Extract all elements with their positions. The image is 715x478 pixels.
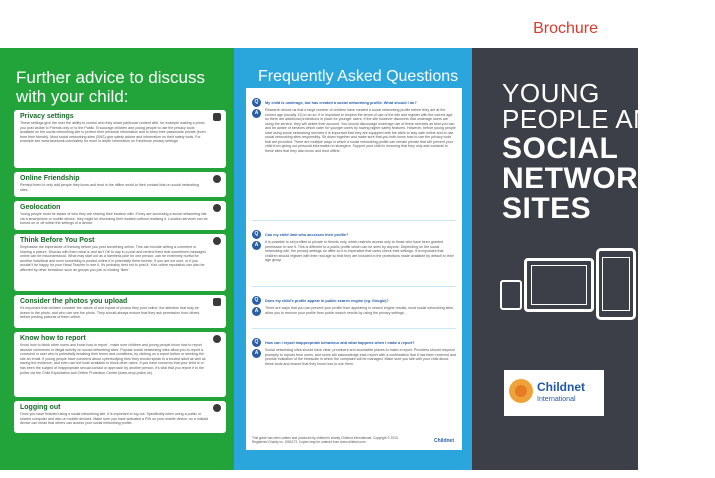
smartphone-illustration: [596, 248, 636, 320]
card-heading: Geolocation: [20, 204, 61, 211]
answer-badge: A: [252, 307, 261, 316]
advice-card: [14, 110, 226, 168]
cover-title-line: SITES: [502, 192, 592, 225]
lock-icon: [213, 113, 221, 121]
advice-card: [14, 201, 226, 230]
card-heading: Online Friendship: [20, 175, 80, 182]
location-pin-icon: [213, 204, 221, 212]
logo-subtitle: International: [537, 396, 576, 403]
card-heading: Think Before You Post: [20, 237, 95, 244]
faq-footer-text: This guide has been written and produced by children's charity Childnet International. Copyright © 2013. Registered Charity no. 1080173. Copies may be ordered from www.childnet.com: [252, 436, 399, 444]
smartphone-screen: [602, 257, 630, 311]
answer-text: Social networking sites should have clear, prominent and accessible places to make a report. Providers should respond promptly to reports from users, and some will acknowledge each report with a confirmation that it has been received and provide indication of the timescale in which the complaint will be managed. Make sure you talk with your child about these tools and ensure that they know how to use them.: [265, 348, 456, 366]
advice-title: Further advice to discuss with your child:: [16, 68, 205, 106]
faq-divider: [252, 220, 456, 221]
faq-title: Frequently Asked Questions: [258, 68, 459, 85]
warning-icon: [213, 335, 221, 343]
answer-badge: A: [252, 109, 261, 118]
card-heading: Privacy settings: [20, 113, 74, 120]
faq-divider: [252, 328, 456, 329]
advice-card: [14, 401, 226, 433]
question-text: How can I report inappropriate behaviour and what happens when I make a report?: [265, 340, 415, 345]
faq-answer: [252, 240, 456, 263]
card-heading: Consider the photos you upload: [20, 298, 128, 305]
thought-bubble-icon: [213, 237, 221, 245]
card-text: Once you have finished using a social networking site, it is important to log out. Specifically when using a public or shared computer and also on mobile devices. Make sure you have activated a PIN on your mobile device, so a mislaid device can mean that others can access your social networking profile.: [20, 412, 208, 426]
cover-title-line: SOCIAL: [502, 132, 619, 165]
faq-panel: [234, 48, 472, 470]
card-text: Emphasise the importance of thinking before you post something online. This can include writing a comment or sharing a picture. Discuss with them what is and isn't OK to say in a post and remind them that sometimes messages online can be misunderstood. What may start out as a harmless joke for one person, can be extremely hurtful for another individual and once something is posted online it is potentially there forever. If you are not sure, or if you wouldn't be happy for your Head Teacher to see it, it's probably best not to post it. Your online reputation can also be affected by other behaviour such as groups you join or clicking 'likes'.: [20, 245, 207, 272]
question-text: My child is underage, but has created a social networking profile. What should I do?: [265, 100, 417, 105]
logout-icon: [213, 404, 221, 412]
card-text: Young people must be aware of who they are sharing their location with. If they are accessing a social networking site via a smartphone or mobile device, they might be disclosing their location without realising it. Location services can be turned on or off within the settings of a device.: [20, 212, 208, 226]
cover-title-line: PEOPLE AND: [502, 104, 672, 134]
answer-text: It is possible to set profiles to private or friends only, which restricts access only to those who have been granted permission to see it. This is different to a public profile which can be seen by anyone. Depending on the social networking site, the privacy settings do differ so it is imperative that users check their settings. It is important that children should register with their real age so that they are included in the protections made available by default to their age group.: [265, 240, 454, 262]
advice-card: [14, 172, 226, 197]
childnet-logo: [504, 370, 604, 416]
faq-divider: [252, 286, 456, 287]
tablet-illustration: [524, 258, 594, 312]
faq-footer-logo: Childnet: [434, 438, 454, 444]
tablet-screen: [531, 265, 587, 305]
answer-badge: A: [252, 349, 261, 358]
cover-panel: [472, 48, 715, 470]
faq-answer: [252, 306, 456, 315]
question-text: Can my child limit who accesses their profile?: [265, 232, 349, 237]
card-heading: Know how to report: [20, 335, 86, 342]
bottom-margin: [0, 470, 638, 478]
friends-icon: [213, 175, 221, 183]
camera-icon: [213, 298, 221, 306]
card-heading: Logging out: [20, 404, 61, 411]
advice-panel: [0, 48, 234, 470]
phone-illustration: [500, 280, 522, 310]
card-text: Remind them to only add people they know and trust in the offline world to their contact lists on social networking sites.: [20, 183, 200, 192]
cover-title-line: YOUNG: [502, 78, 600, 108]
advice-card: [14, 332, 226, 397]
question-badge: Q: [252, 230, 261, 239]
answer-text: There are ways that you can prevent your profile from appearing in search engine results; most social networking sites allow you to remove your profile from public search results by using the privacy settings.: [265, 306, 453, 315]
cover-title-line: NETWORKING: [502, 162, 715, 195]
question-badge: Q: [252, 98, 261, 107]
card-text: Know how to block other users and know how to report - make sure children and young people know how to report abusive comments or illegal activity on social networking sites. Popular social networking sites allow you to report a comment or user who is potentially breaking their terms and conditions, by clicking on a report button or sending the site an email. If young people have concerns about cyberbullying then they should speak to a trusted adult as well as saving the evidence, and even use the tools available to block other users. If you have concerns that your child is or has been the subject of inappropriate sexual contact or approach by another person, it's vital that you report it to the police via the Child Exploitation and Online Protection Centre (www.ceop.police.uk).: [20, 343, 206, 375]
brochure-label: Brochure: [533, 20, 598, 37]
advice-card: [14, 295, 226, 328]
answer-badge: A: [252, 241, 261, 250]
faq-answer: [252, 348, 456, 366]
advice-cards: [14, 110, 226, 437]
faq-content: [246, 88, 462, 450]
question-text: Does my child's profile appear in public search engine (eg. Google)?: [265, 298, 389, 303]
logo-name: Childnet: [537, 380, 585, 394]
advice-card: [14, 234, 226, 291]
card-text: It's important that children consider the nature of and impact of photos they post online, the attention that may be drawn to the photo, and who can see the photo. They should always ensure that they ask permission from others before posting pictures of them online.: [20, 306, 200, 320]
question-badge: Q: [252, 296, 261, 305]
question-badge: Q: [252, 338, 261, 347]
faq-answer: [252, 108, 456, 153]
brochure-image: [0, 48, 715, 470]
answer-text: Research shows us that a large number of children have created a social networking profile before they are at the correct age (usually 13) to do so. It is important to respect the terms of use of the site and register with the correct age, so there are additional protections in place for younger users. If the site however discovers that underage users are using the service, they will delete their account. You should discourage underage use of these services as best you can, and be aware of services which cater for younger users by having higher safety features. However, before young people start using social networking services it is important that they are equipped with the skills to stay safe online and to use social networking sites responsibly. Sit down together and make sure that you both know how to use the privacy tools that are provided. There are multiple ways in which a social networking profile can remain private that will prevent your child from giving out personal information to strangers. Support your child in ensuring that they only add contacts to these sites that they also know and trust offline.: [265, 108, 456, 153]
card-text: These settings give the user the ability to control who they share particular content with, for example making a photo you post visible to Friends only or to the Public. Encourage children and young people to use the privacy tools available on the social networking site to protect their personal information and to keep their passwords private (even from their friends). Most social networking sites (SNS) give safety advice and information on their safety tools. For example see www.facebook.com/safety for more in-depth information on Facebook privacy settings.: [20, 121, 206, 144]
childnet-logo-icon: [509, 379, 533, 403]
